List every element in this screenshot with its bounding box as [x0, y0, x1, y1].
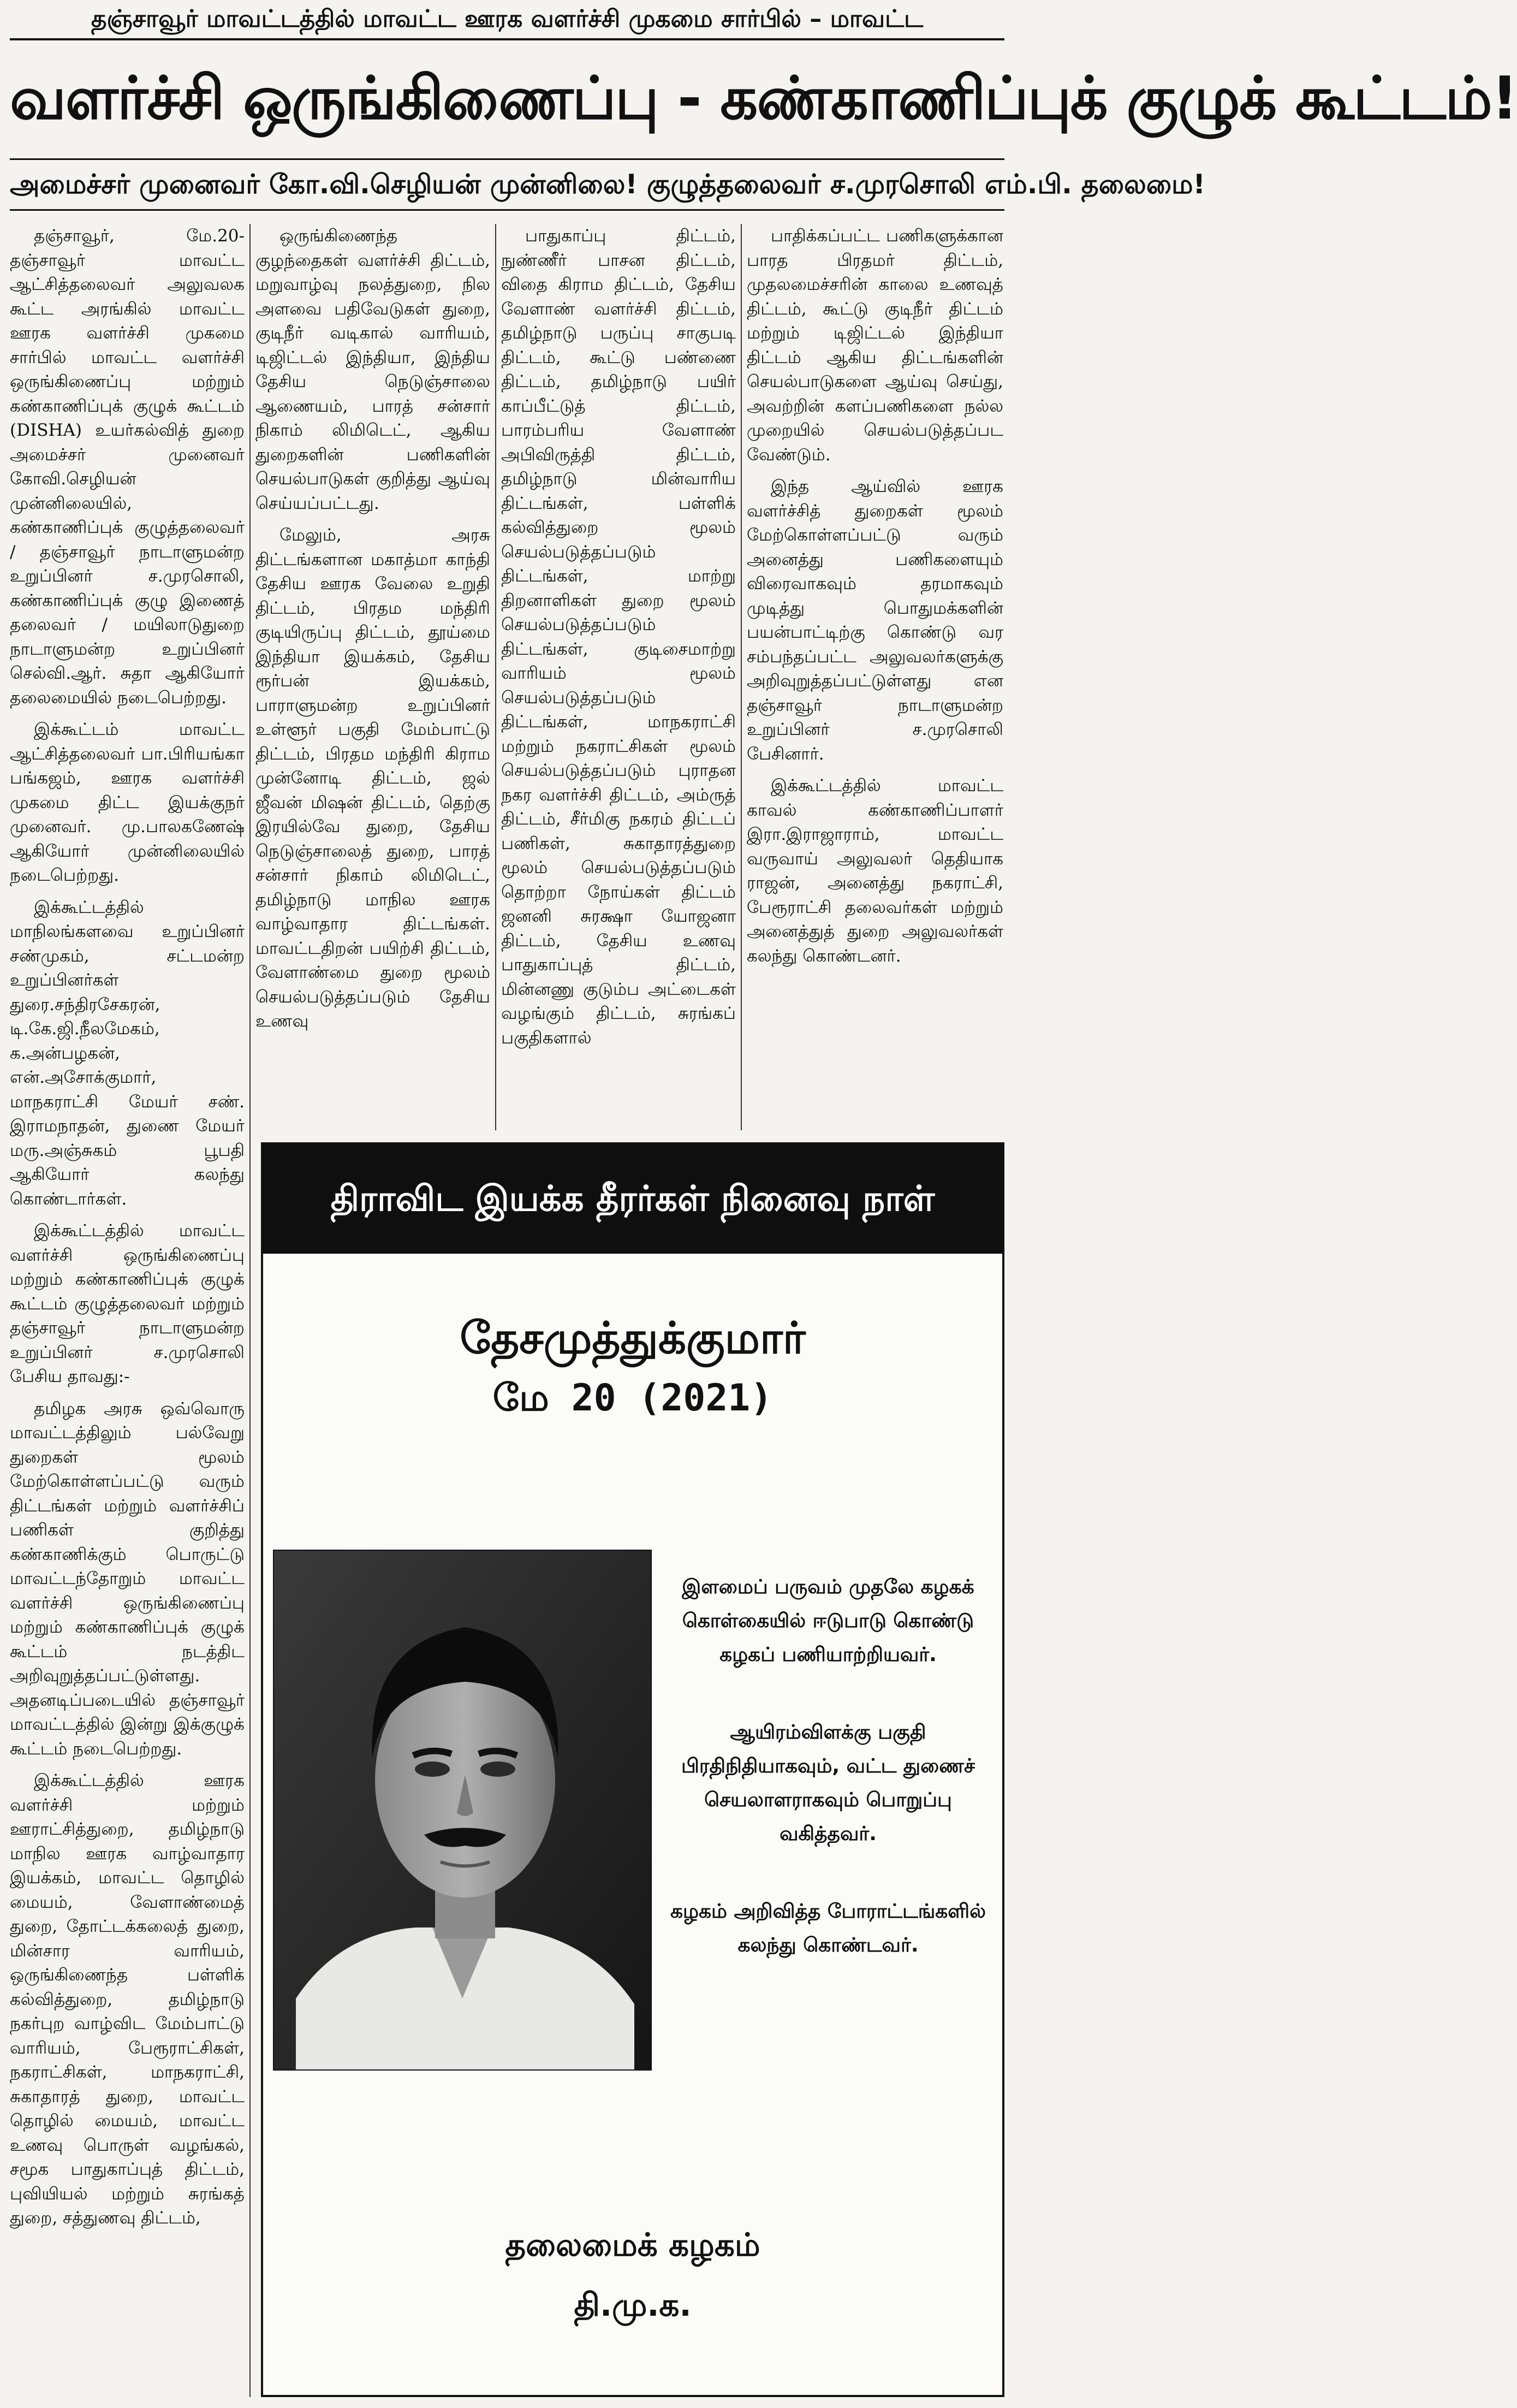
memorial-banner: திராவிட இயக்க தீரர்கள் நினைவு நாள் — [263, 1144, 1002, 1254]
article-paragraph: இந்த ஆய்வில் ஊரக வளர்ச்சித் துறைகள் மூலம் மேற்கொள்ளப்பட்டு வரும் அனைத்து பணிகளையும் விரைவாகவும் தரமாகவும் முடித்து பொதுமக்களின் பயன்பாட்டிற்கு கொண்டு வர சம்பந்தப்பட்ட அலுவலர்களுக்கு அறிவுறுத்தப்பட்டுள்ளது என தஞ்சாவூர் நாடாளுமன்ற உறுப்பினர் ச.முரசொலி பேசினார். — [747, 477, 1003, 764]
signature-line-2: தி.மு.க. — [574, 2286, 692, 2323]
column-divider — [249, 224, 251, 2397]
headline-kicker: தஞ்சாவூர் மாவட்டத்தில் மாவட்ட ஊரக வளர்ச்சி முகமை சார்பில் – மாவட்ட — [10, 0, 1004, 40]
signature-line-1: தலைமைக் கழகம் — [505, 2226, 760, 2263]
tribute-paragraph: கழகம் அறிவித்த போராட்டங்களில் கலந்து கொண்டவர். — [670, 1900, 986, 1956]
article-column-3 — [501, 224, 736, 1130]
article-paragraph: தமிழக அரசு ஒவ்வொரு மாவட்டத்திலும் பல்வேறு துறைகள் மூலம் மேற்கொள்ளப்பட்டு வரும் திட்டங்கள் மற்றும் வளர்ச்சிப் பணிகள் குறித்து கண்காணிக்கும் பொருட்டு மாவட்டந்தோறும் மாவட்ட வளர்ச்சி ஒருங்கிணைப்பு மற்றும் கண்காணிப்புக் குழுக் கூட்டம் நடத்திட அறிவுறுத்தப்பட்டுள்ளது. அதனடிப்படையில் தஞ்சாவூர் மாவட்டத்தில் இன்று இக்குழுக் கூட்டம் நடைபெற்றது. — [10, 1398, 245, 1759]
column-divider — [741, 224, 742, 1130]
tribute-paragraph: இளமைப் பருவம் முதலே கழகக் கொள்கையில் ஈடுபாடு கொண்டு கழகப் பணியாற்றியவர். — [682, 1576, 974, 1666]
memorial-advertisement — [261, 1142, 1004, 2397]
subheadline: அமைச்சர் முனைவர் கோ.வி.செழியன் முன்னிலை! குழுத்தலைவர் ச.முரசொலி எம்.பி. தலைமை! — [10, 158, 1004, 211]
article-paragraph: இக்கூட்டத்தில் ஊரக வளர்ச்சி மற்றும் ஊராட்சித்துறை, தமிழ்நாடு மாநில ஊரக வாழ்வாதார இயக்கம், மாவட்ட தொழில் மையம், வேளாண்மைத் துறை, தோட்டக்கலைத் துறை, மின்சார வாரியம், ஒருங்கிணைந்த பள்ளிக் கல்வித்துறை, தமிழ்நாடு நகர்புற வாழ்விட மேம்பாட்டு வாரியம், பேரூராட்சிகள், நகராட்சிகள், மாநகராட்சி, சுகாதாரத் துறை, மாவட்ட தொழில் மையம், மாவட்ட உணவு பொருள் வழங்கல், சமூக பாதுகாப்புத் திட்டம், புவியியல் மற்றும் சுரங்கத் துறை, சத்துணவு திட்டம், — [10, 1771, 245, 2228]
article-paragraph: மேலும், அரசு திட்டங்களான மகாத்மா காந்தி தேசிய ஊரக வேலை உறுதி திட்டம், பிரதம மந்திரி குடியிருப்பு திட்டம், தூய்மை இந்தியா இயக்கம், தேசிய ரூர்பன் இயக்கம், பாராளுமன்ற உறுப்பினர் உள்ளூர் பகுதி மேம்பாட்டு திட்டம், பிரதம மந்திரி கிராம முன்னோடி திட்டம், ஜல் ஜீவன் மிஷன் திட்டம், தெற்கு இரயில்வே துறை, தேசிய நெடுஞ்சாலைத் துறை, பாரத் சன்சார் நிகாம் லிமிடெட், தமிழ்நாடு மாநில ஊரக வாழ்வாதார திட்டங்கள். மாவட்டதிறன் பயிற்சி திட்டம், வேளாண்மை துறை மூலம் செயல்படுத்தப்படும் தேசிய உணவு — [255, 525, 490, 1031]
article-column-2 — [255, 224, 490, 1130]
tribute-text — [667, 1570, 989, 2006]
article-paragraph: ஒருங்கிணைந்த குழந்தைகள் வளர்ச்சி திட்டம், மறுவாழ்வு நலத்துறை, நில அளவை பதிவேடுகள் துறை, குடிநீர் வடிகால் வாரியம், டிஜிட்டல் இந்தியா, இந்திய தேசிய நெடுஞ்சாலை ஆணையம், பாரத் சன்சார் நிகாம் லிமிடெட், ஆகிய துறைகளின் பணிகளின் செயல்பாடுகள் குறித்து ஆய்வு செய்யப்பட்டது. — [255, 226, 490, 513]
article-paragraph: பாதிக்கப்பட்ட பணிகளுக்கான பாரத பிரதமர் திட்டம், முதலமைச்சரின் காலை உணவுத் திட்டம், கூட்டு குடிநீர் திட்டம் மற்றும் டிஜிட்டல் இந்தியா திட்டம் ஆகிய திட்டங்களின் செயல்பாடுகளை ஆய்வு செய்து, அவற்றின் களப்பணிகளை நல்ல முறையில் செயல்படுத்தப்பட வேண்டும். — [747, 226, 1003, 465]
article-column-1 — [10, 224, 245, 2397]
article-paragraph: தஞ்சாவூர், மே.20- தஞ்சாவூர் மாவட்ட ஆட்சித்தலைவர் அலுவலக கூட்ட அரங்கில் மாவட்ட ஊரக வளர்ச்சி முகமை சார்பில் மாவட்ட வளர்ச்சி ஒருங்கிணைப்பு மற்றும் கண்காணிப்புக் குழுக் கூட்டம் (DISHA) உயர்கல்வித் துறை அமைச்சர் முனைவர் கோவி.செழியன் முன்னிலையில், கண்காணிப்புக் குழுத்தலைவர் / தஞ்சாவூர் நாடாளுமன்ற உறுப்பினர் ச.முரசொலி, கண்காணிப்புக் குழு இணைத் தலைவர் / மயிலாடுதுறை நாடாளுமன்ற உறுப்பினர் செல்வி.ஆர். சுதா ஆகியோர் தலைமையில் நடைபெற்றது. — [10, 226, 245, 708]
article-paragraph: இக்கூட்டம் மாவட்ட ஆட்சித்தலைவர் பா.பிரியங்கா பங்கஜம், ஊரக வளர்ச்சி முகமை திட்ட இயக்குநர் முனைவர். மு.பாலகணேஷ் ஆகியோர் முன்னிலையில் நடைபெற்றது. — [10, 720, 245, 885]
portrait-photo — [273, 1550, 652, 2071]
memorial-name: தேசமுத்துக்குமார் — [460, 1313, 806, 1363]
portrait-illustration — [274, 1551, 651, 2069]
article-paragraph: பாதுகாப்பு திட்டம், நுண்ணீர் பாசன திட்டம், விதை கிராம திட்டம், தேசிய வேளாண் வளர்ச்சி திட்டம், தமிழ்நாடு பருப்பு சாகுபடி திட்டம், கூட்டு பண்ணை திட்டம், தமிழ்நாடு பயிர் காப்பீட்டுத் திட்டம், பாரம்பரிய வேளாண் அபிவிருத்தி திட்டம், தமிழ்நாடு மின்வாரிய திட்டங்கள், பள்ளிக் கல்வித்துறை மூலம் செயல்படுத்தப்படும் திட்டங்கள், மாற்று திறனாளிகள் துறை மூலம் செயல்படுத்தப்படும் திட்டங்கள், குடிசைமாற்று வாரியம் மூலம் செயல்படுத்தப்படும் திட்டங்கள், மாநகராட்சி மற்றும் நகராட்சிகள் மூலம் செயல்படுத்தப்படும் புராதன நகர வளர்ச்சி திட்டம், அம்ருத் திட்டம், சீர்மிகு நகரம் திட்டப் பணிகள், சுகாதாரத்துறை மூலம் செயல்படுத்தப்படும் தொற்றா நோய்கள் திட்டம் ஜனனி சுரக்ஷா யோஜனா திட்டம், தேசிய உணவு பாதுகாப்புத் திட்டம், மின்னணு குடும்ப அட்டைகள் வழங்கும் திட்டம், சுரங்கப் பகுதிகளால் — [501, 226, 736, 1048]
memorial-date: மே 20 (2021) — [492, 1377, 773, 1420]
article-paragraph: இக்கூட்டத்தில் மாவட்ட வளர்ச்சி ஒருங்கிணைப்பு மற்றும் கண்காணிப்புக் குழுக் கூட்டம் குழுத்தலைவர் மற்றும் தஞ்சாவூர் நாடாளுமன்ற உறுப்பினர் ச.முரசொலி பேசிய தாவது:- — [10, 1221, 245, 1386]
article-paragraph: இக்கூட்டத்தில் மாநிலங்களவை உறுப்பினர் சண்முகம், சட்டமன்ற உறுப்பினர்கள் துரை.சந்திரசேகரன், டி.கே.ஜி.நீலமேகம், க.அன்பழகன், என்.அசோக்குமார், மாநகராட்சி மேயர் சண். இராமநாதன், துணை மேயர் மரு.அஞ்சுகம் பூபதி ஆகியோர் கலந்து கொண்டார்கள். — [10, 897, 245, 1209]
article-column-4 — [747, 224, 1003, 1130]
article-paragraph: இக்கூட்டத்தில் மாவட்ட காவல் கண்காணிப்பாளர் இரா.இராஜாராம், மாவட்ட வருவாய் அலுவலர் தெதியாக ராஜன், அனைத்து நகராட்சி, பேரூராட்சி தலைவர்கள் மற்றும் அனைத்துத் துறை அலுவலர்கள் கலந்து கொண்டனர். — [747, 776, 1003, 966]
headline: வளர்ச்சி ஒருங்கிணைப்பு - கண்காணிப்புக் குழுக் கூட்டம்! — [10, 64, 1517, 133]
column-divider — [495, 224, 496, 1130]
tribute-paragraph: ஆயிரம்விளக்கு பகுதி பிரதிநிதியாகவும், வட்ட துணைச் செயலாளராகவும் பொறுப்பு வகித்தவர். — [681, 1721, 975, 1845]
